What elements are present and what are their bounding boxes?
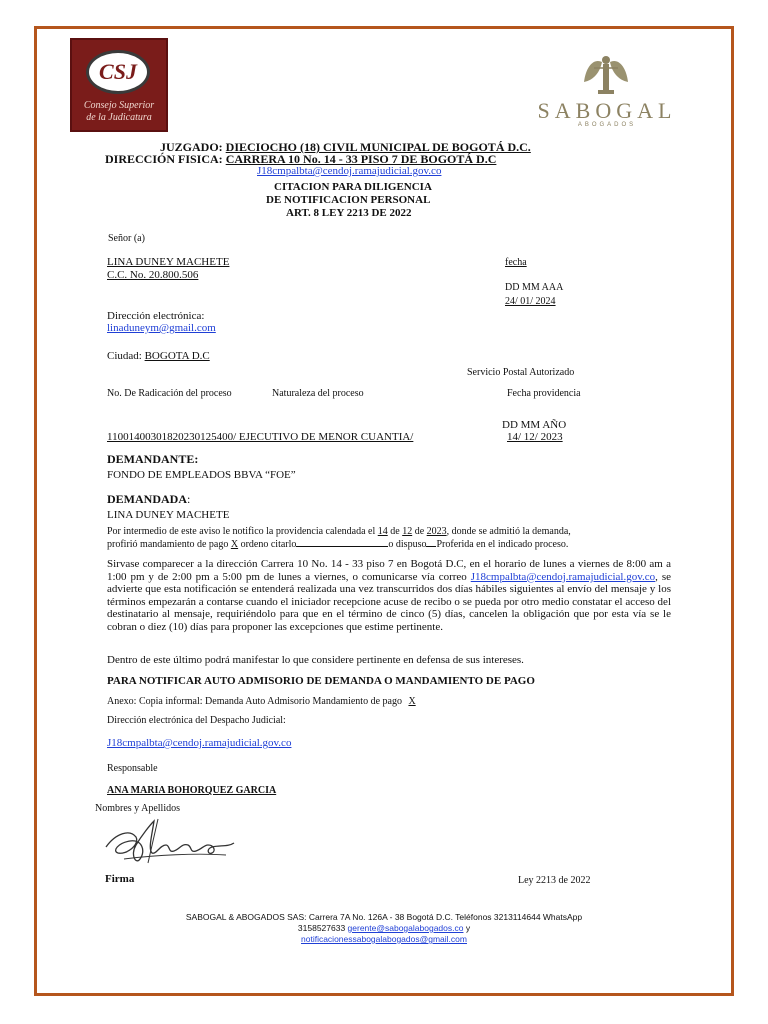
- ciudad-value: BOGOTA D.C: [144, 350, 210, 362]
- ciudad-line: [107, 350, 210, 362]
- radicacion-value: 11001400301820230125400/ EJECUTIVO DE MENOR CUANTIA/: [107, 431, 414, 443]
- anexo-line: [107, 696, 420, 707]
- footer-gerente-email[interactable]: gerente@sabogalabogados.co: [347, 923, 464, 933]
- p1-text-a: Por intermedio de este aviso le notifico la providencia calendada el: [107, 526, 378, 537]
- p1-mandamiento-mark: X: [230, 539, 239, 550]
- sabogal-logo: [532, 52, 682, 126]
- title-line-3: ART. 8 LEY 2213 DE 2022: [286, 207, 412, 219]
- p1-blank-1: [296, 546, 388, 547]
- despacho-label: Dirección electrónica del Despacho Judicial:: [107, 715, 286, 726]
- p1-day: 14: [377, 526, 388, 537]
- footer-notificaciones-email[interactable]: notificacionessabogalabogados@gmail.com: [301, 934, 467, 944]
- despacho-email-link[interactable]: J18cmpalbta@cendoj.ramajudicial.gov.co: [107, 737, 292, 749]
- ley-label: Ley 2213 de 2022: [518, 875, 591, 886]
- demandante-label: DEMANDANTE:: [107, 452, 199, 466]
- p1-text-b: de: [387, 526, 403, 537]
- p1-text-c: de: [412, 526, 427, 537]
- title-line-1: CITACION PARA DILIGENCIA: [274, 181, 432, 193]
- p1-text-d: , donde se admitió la demanda,: [446, 526, 571, 537]
- firma-label: Firma: [105, 873, 135, 885]
- p2-email-link[interactable]: J18cmpalbta@cendoj.ramajudicial.gov.co: [470, 570, 656, 583]
- fecha-label: fecha: [505, 257, 527, 268]
- recipient-name: LINA DUNEY MACHETE: [107, 256, 230, 268]
- date-format-label: DD MM AAA: [505, 282, 564, 293]
- csj-logo-initials: CSJ: [99, 59, 137, 84]
- sabogal-logo-name: SABOGAL: [537, 98, 677, 123]
- footer: [0, 912, 768, 945]
- naturaleza-label: Naturaleza del proceso: [272, 388, 364, 399]
- fecha-providencia-label: Fecha providencia: [507, 388, 581, 399]
- demandada-value: LINA DUNEY MACHETE: [107, 509, 230, 521]
- anexo-text: Anexo: Copia informal: Demanda Auto Admisorio Mandamiento de pago: [107, 696, 405, 707]
- notice-heading: PARA NOTIFICAR AUTO ADMISORIO DE DEMANDA O MANDAMIENTO DE PAGO: [107, 675, 535, 687]
- juzgado-label: JUZGADO:: [160, 140, 223, 154]
- footer-and: y: [463, 923, 471, 933]
- recipient-cc: C.C. No. 20.800.506: [107, 269, 199, 281]
- csj-logo: [70, 38, 168, 132]
- recipient-email-link[interactable]: linaduneym@gmail.com: [107, 322, 216, 334]
- providencia-date-format: DD MM AÑO: [502, 419, 567, 431]
- direccion-fisica-value: CARRERA 10 No. 14 - 33 PISO 7 DE BOGOTÁ D.C: [225, 152, 497, 166]
- sabogal-logo-sub: ABOGADOS: [577, 122, 637, 128]
- demandante-value: FONDO DE EMPLEADOS BBVA “FOE”: [107, 469, 296, 481]
- providencia-date: 14/ 12/ 2023: [507, 431, 563, 443]
- direccion-fisica-label: DIRECCIÓN FISICA:: [105, 152, 223, 166]
- servicio-postal-label: Servicio Postal Autorizado: [467, 367, 575, 378]
- juzgado-value: DIECIOCHO (18) CIVIL MUNICIPAL DE BOGOTÁ D.C.: [225, 140, 531, 154]
- justice-emblem-icon: [580, 52, 632, 96]
- ciudad-label: Ciudad:: [107, 350, 142, 362]
- demandada-colon: :: [187, 492, 191, 506]
- email-label: Dirección electrónica:: [107, 310, 205, 322]
- radicacion-label: No. De Radicación del proceso: [107, 388, 232, 399]
- footer-line-2: [0, 923, 768, 934]
- anexo-mark: X: [408, 696, 416, 707]
- demandada-label: DEMANDADA: [107, 492, 187, 506]
- p1-text-h: Proferida en el indicado proceso.: [436, 539, 569, 550]
- responsable-name: ANA MARIA BOHORQUEZ GARCIA: [107, 785, 277, 796]
- p1-text-f: ordeno citarlo: [238, 539, 297, 550]
- notice-paragraph-2: [107, 558, 671, 634]
- p1-text-e: profirió mandamiento de pago: [107, 539, 231, 550]
- title-line-2: DE NOTIFICACION PERSONAL: [266, 194, 431, 206]
- handwritten-signature: [96, 815, 246, 870]
- p2-text-a: Sirvase comparecer a la dirección Carrera 10 No. 14 - 33 piso 7 en Bogotá D.C, en el horario de lunes a viernes de 8:00 am a 1:00 pm y de 2:00 pm a 5:00 pm de lunes a viernes, o comunicarse vía correo: [107, 558, 671, 583]
- csj-logo-caption-1: Consejo Superior: [83, 100, 155, 111]
- notice-paragraph-1: [107, 525, 571, 551]
- p1-text-g: o dispuso: [388, 539, 427, 550]
- footer-phone: 3158527633: [297, 923, 348, 933]
- demandada-line: [107, 492, 190, 507]
- csj-logo-caption-2: de la Judicatura: [86, 112, 152, 123]
- responsable-label: Responsable: [107, 763, 158, 774]
- p1-blank-2: [426, 546, 436, 547]
- p1-year: 2023: [426, 526, 447, 537]
- footer-line-1: SABOGAL & ABOGADOS SAS: Carrera 7A No. 126A - 38 Bogotá D.C. Teléfonos 3213114644 WhatsApp: [185, 912, 583, 922]
- csj-logo-oval: [86, 50, 150, 94]
- notice-paragraph-3: Dentro de este último podrá manifestar lo que considere pertinente en defensa de sus intereses.: [107, 654, 524, 666]
- notification-date: 24/ 01/ 2024: [505, 296, 556, 307]
- p2-text-b: , se advierte que esta notificación se entenderá realizada una vez transcurridos dos días hábiles siguientes al envío del mensaje y los términos empezarán a contarse cuando el iniciador recepcione acuse de recibo o se pueda por otro medio constatar el acceso del destinatario al mensaje, requiriéndolo para que en el término de cinco (5) días, cancelen la obligación que por esta vía se le cobran o diez (10) días para proponer las excepciones que estime pertinente.: [107, 570, 671, 633]
- senor-label: Señor (a): [108, 233, 145, 244]
- nombres-label: Nombres y Apellidos: [95, 803, 180, 814]
- juzgado-email-link[interactable]: J18cmpalbta@cendoj.ramajudicial.gov.co: [257, 165, 442, 177]
- p1-month: 12: [402, 526, 413, 537]
